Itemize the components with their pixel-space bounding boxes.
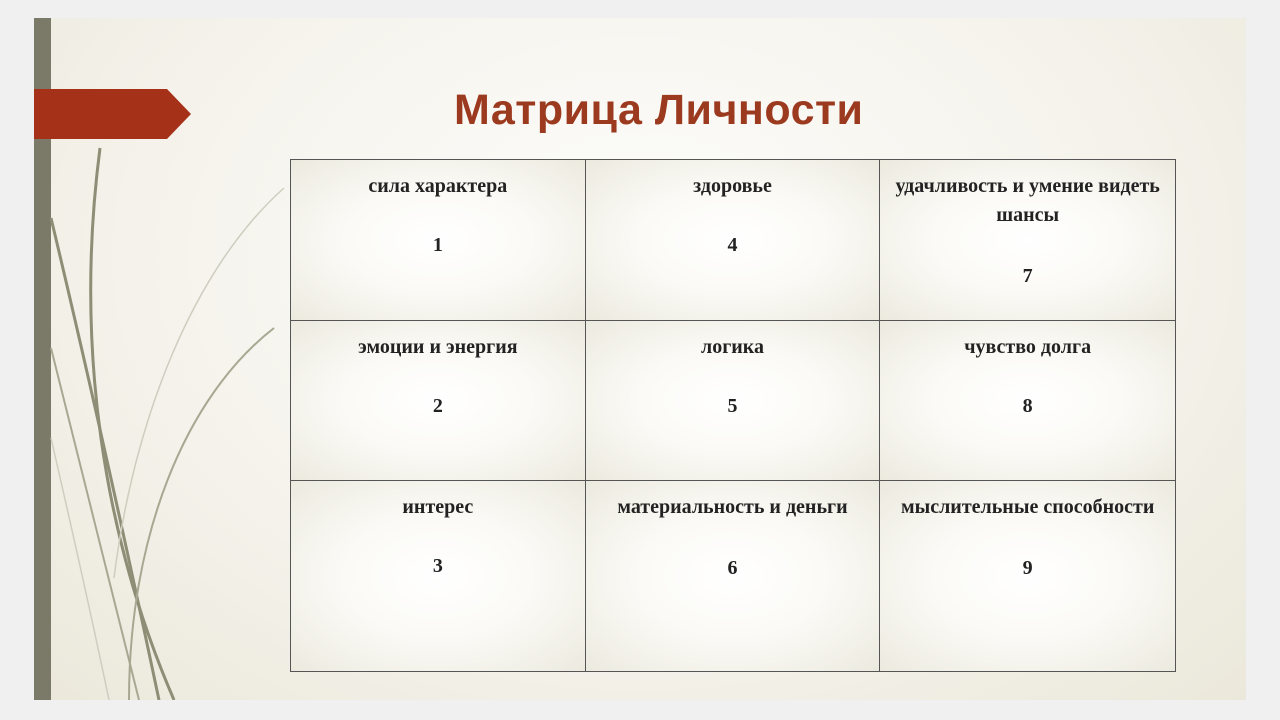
- matrix-cell: [291, 160, 586, 321]
- matrix-cell: [586, 321, 881, 481]
- matrix-cell: [291, 321, 586, 481]
- cell-number: 9: [1022, 557, 1033, 579]
- cell-label: здоровье: [693, 175, 772, 197]
- cell-number: 1: [432, 234, 443, 256]
- cell-number: 8: [1022, 395, 1033, 417]
- cell-label: эмоции и энергия: [358, 336, 518, 358]
- matrix-cell: [880, 321, 1175, 481]
- page-title: Матрица Личности: [454, 86, 864, 134]
- cell-label: сила характера: [368, 175, 508, 197]
- personality-matrix: [290, 159, 1176, 672]
- cell-number: 5: [727, 395, 738, 417]
- cell-number: 7: [1022, 265, 1033, 287]
- matrix-cell: [586, 160, 881, 321]
- cell-label: логика: [700, 336, 765, 358]
- cell-label: мыслительные способности: [900, 496, 1155, 518]
- matrix-cell: [586, 481, 881, 671]
- cell-number: 3: [432, 555, 443, 577]
- matrix-cell: [880, 481, 1175, 671]
- cell-label: чувство долга: [964, 336, 1092, 358]
- cell-number: 4: [727, 234, 738, 256]
- cell-label: материальность и деньги: [617, 496, 848, 518]
- cell-number: 6: [727, 557, 738, 579]
- cell-label: удачливость и умение видеть шансы: [895, 175, 1160, 226]
- title-flag: [34, 89, 191, 139]
- cell-label: интерес: [402, 496, 474, 518]
- slide: [34, 18, 1246, 700]
- matrix-cell: [880, 160, 1175, 321]
- cell-number: 2: [432, 395, 443, 417]
- matrix-cell: [291, 481, 586, 671]
